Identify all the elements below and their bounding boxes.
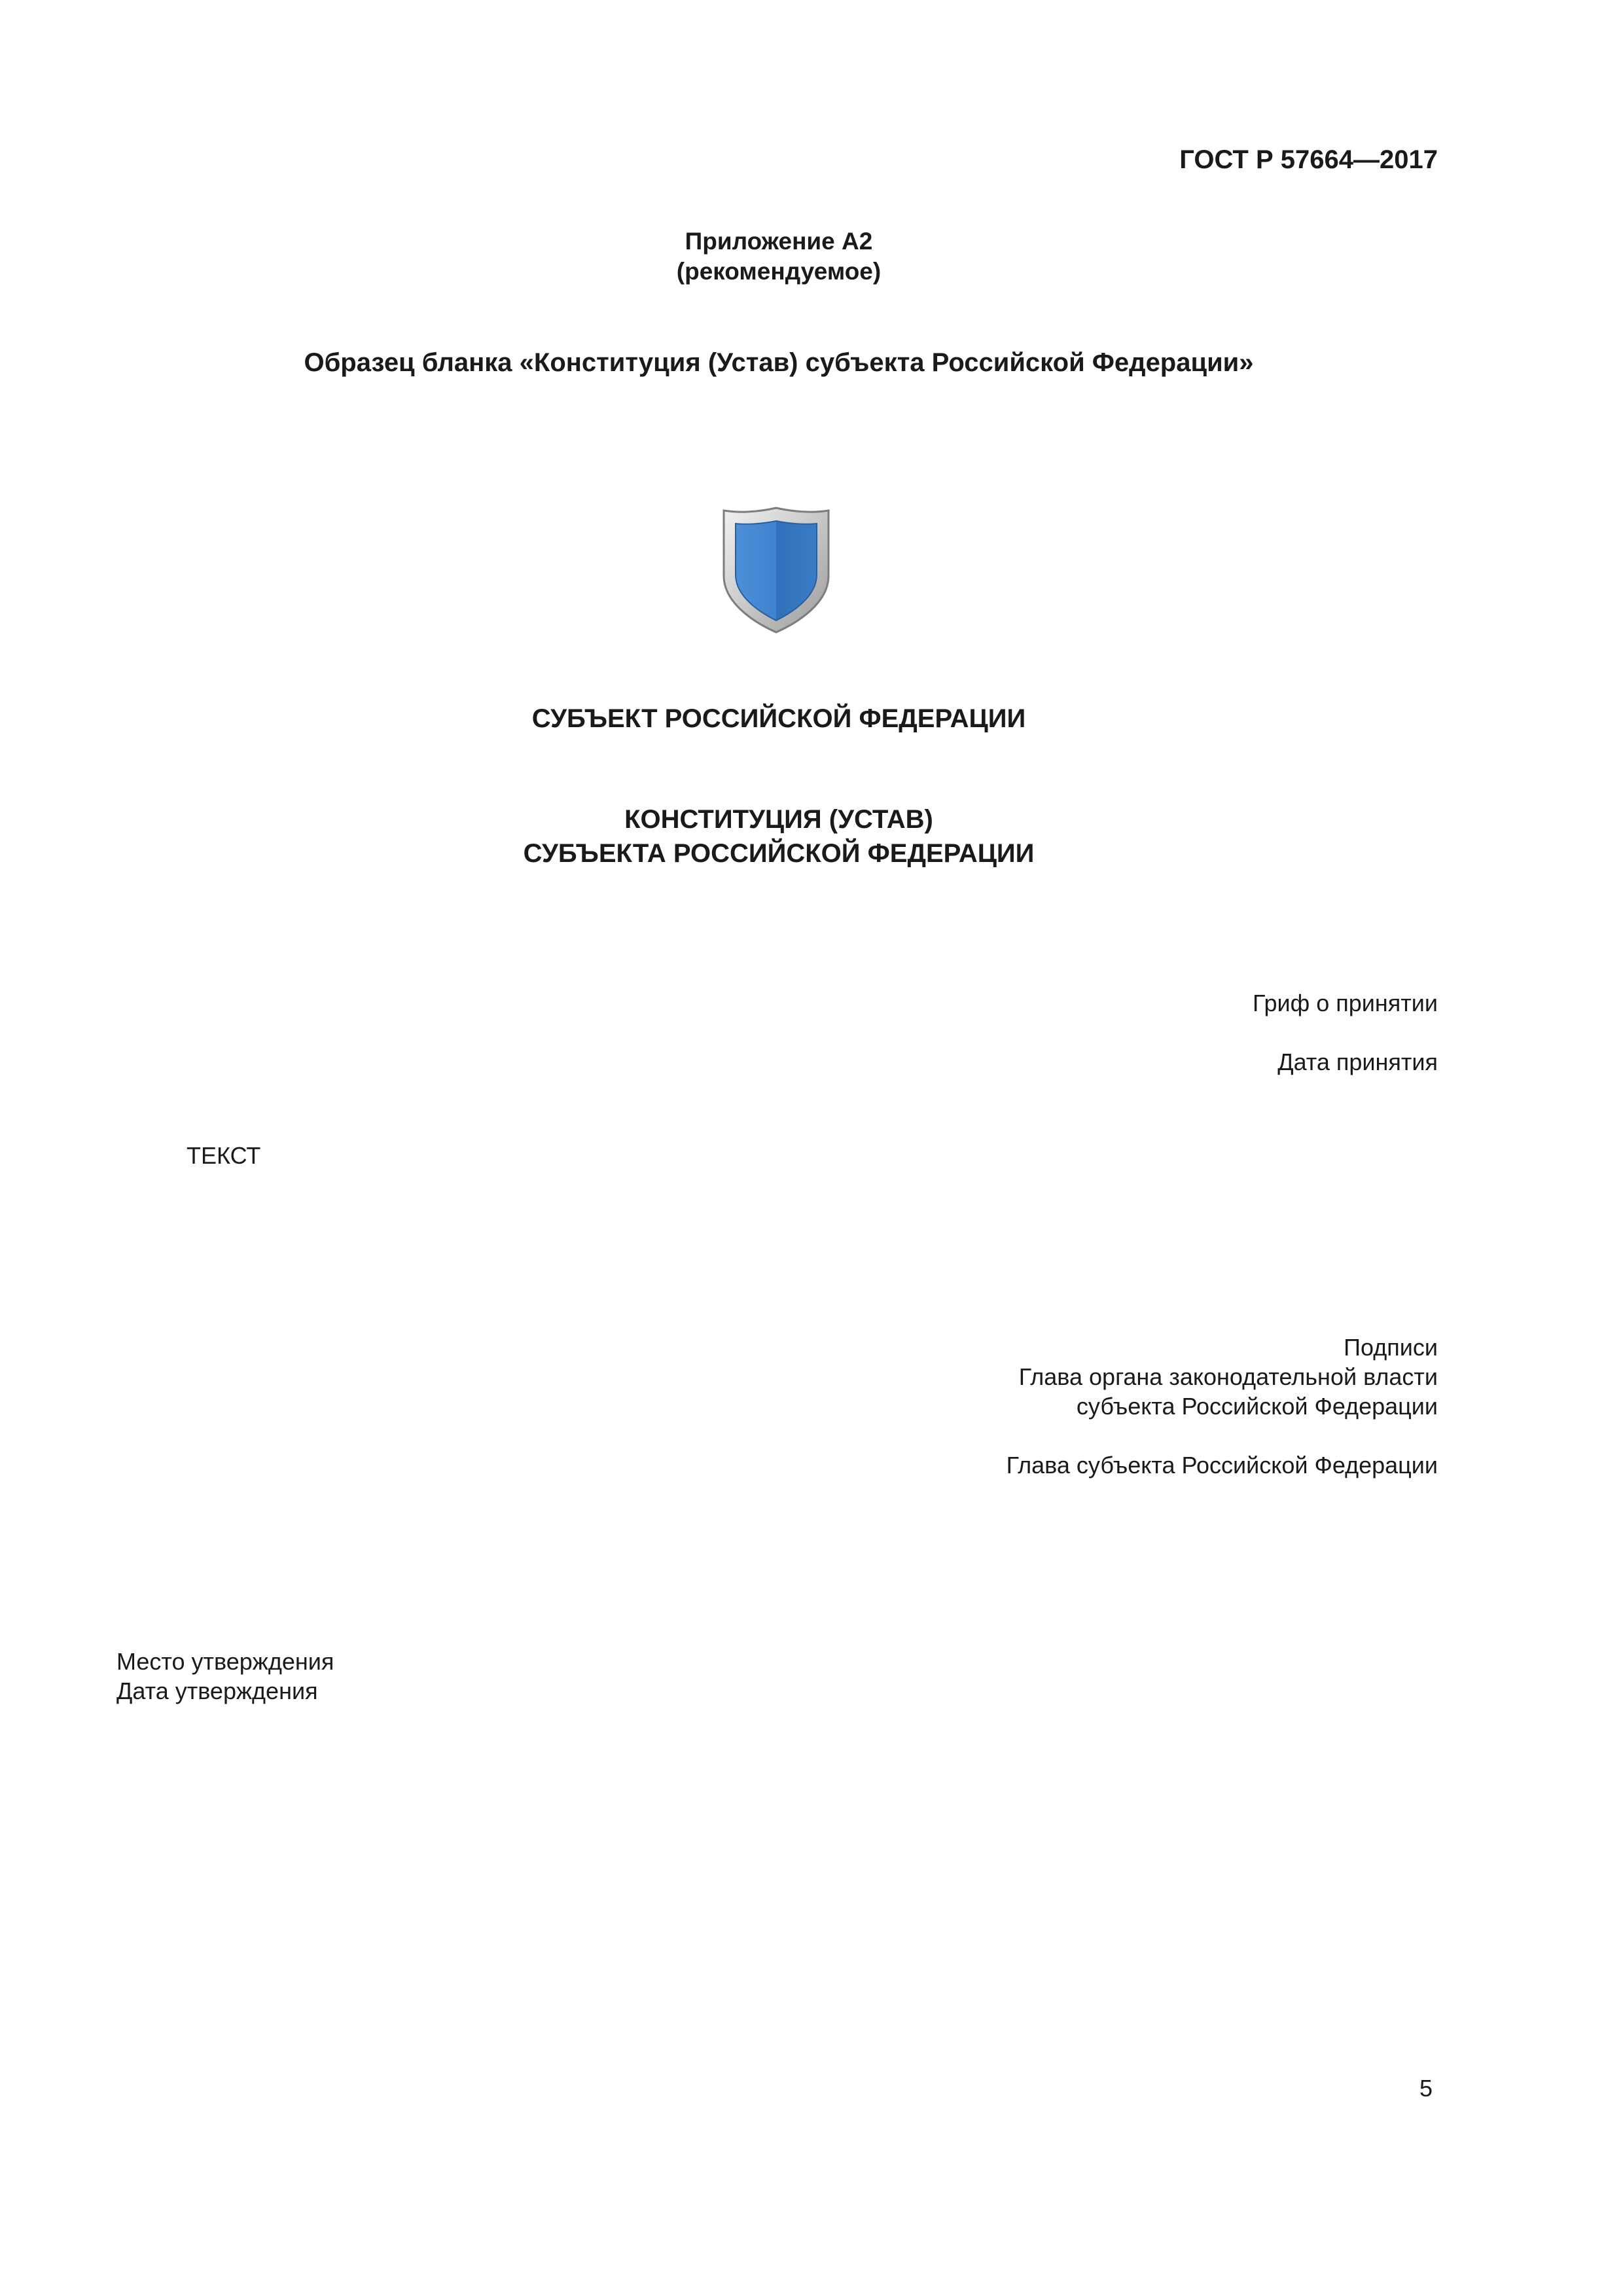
- subject-head-signature: Глава субъекта Российской Федерации: [1006, 1452, 1438, 1479]
- signatures-label: Подписи: [1344, 1334, 1438, 1361]
- document-title-line-1: КОНСТИТУЦИЯ (УСТАВ): [624, 805, 933, 834]
- appendix-label: Приложение А2: [685, 228, 873, 255]
- adoption-mark: Гриф о принятии: [1253, 990, 1438, 1016]
- legislative-head-line-2: субъекта Российской Федерации: [1076, 1393, 1438, 1420]
- appendix-label-block: [0, 226, 1558, 287]
- appendix-status: (рекомендуемое): [676, 258, 882, 285]
- adoption-date: Дата принятия: [1277, 1049, 1438, 1075]
- legislative-head-line-1: Глава органа законодательной власти: [1018, 1363, 1438, 1390]
- page-number: 5: [1419, 2075, 1433, 2102]
- standard-number: ГОСТ Р 57664—2017: [1179, 145, 1438, 174]
- appendix-title: Образец бланка «Конституция (Устав) субъекта Российской Федерации»: [304, 348, 1254, 377]
- shield-emblem-icon: [720, 504, 832, 635]
- signatures-block: [1019, 1333, 1438, 1421]
- document-title: [0, 802, 1558, 870]
- approval-block: [116, 1647, 334, 1706]
- text-placeholder: ТЕКСТ: [187, 1142, 261, 1169]
- approval-date: Дата утверждения: [116, 1677, 318, 1704]
- subject-name: СУБЪЕКТ РОССИЙСКОЙ ФЕДЕРАЦИИ: [531, 704, 1026, 733]
- document-title-line-2: СУБЪЕКТА РОССИЙСКОЙ ФЕДЕРАЦИИ: [523, 839, 1035, 868]
- approval-place: Место утверждения: [116, 1648, 334, 1675]
